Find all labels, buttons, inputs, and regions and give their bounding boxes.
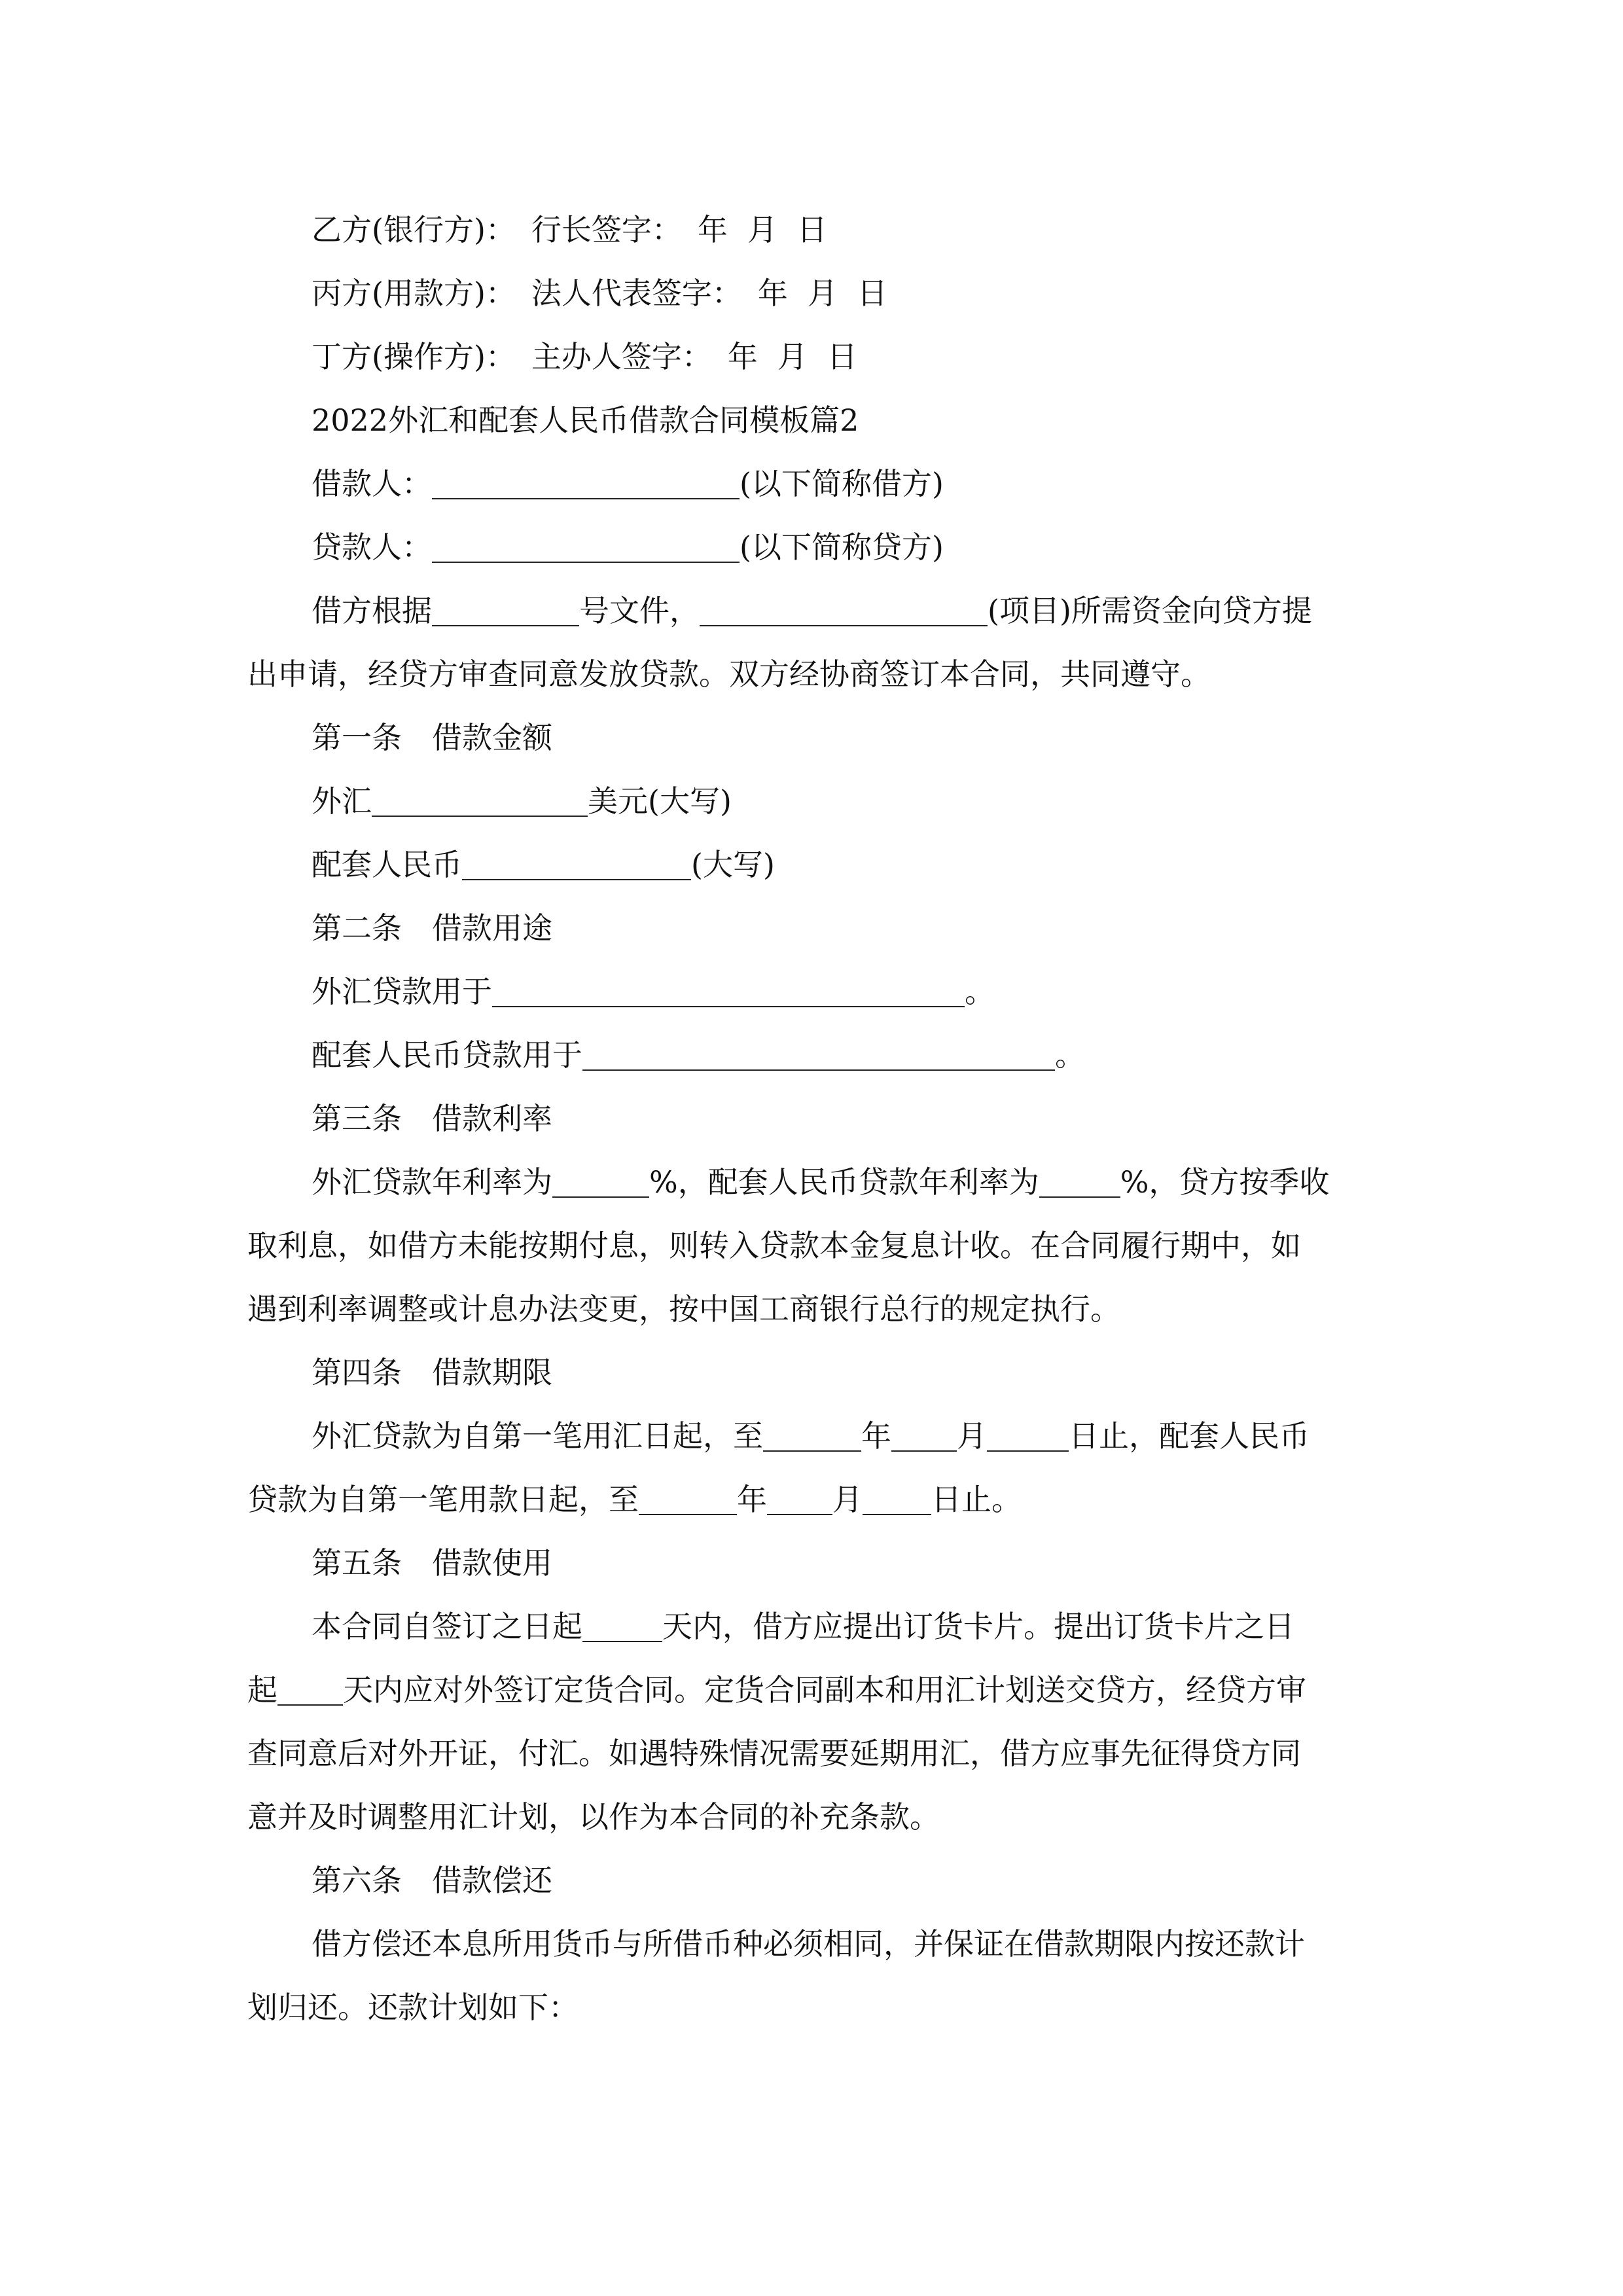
lender-suffix: (以下简称贷方) [740, 529, 944, 565]
rmb-purpose-blank [582, 1041, 1055, 1071]
rmb-day-blank [863, 1485, 931, 1515]
rmb-year-blank [639, 1485, 737, 1515]
term-text: 外汇贷款为自第一笔用汇日起，至 [312, 1418, 763, 1454]
party-label: 乙方(银行方)： [312, 212, 516, 247]
rmb-rate-blank [1039, 1168, 1120, 1198]
intro-text: 号文件， [579, 593, 700, 628]
fx-purpose-line [312, 974, 995, 1009]
term-text: 日止。 [931, 1482, 1022, 1517]
doc-number-blank [432, 596, 579, 626]
year-label: 年 [727, 339, 758, 374]
intro-text: (项目)所需资金向贷方提 [988, 593, 1312, 628]
borrower-suffix: (以下简称借方) [740, 466, 944, 501]
rate-text: 外汇贷款年利率为 [312, 1164, 552, 1200]
day-label: 日 [827, 339, 857, 374]
rmb-suffix: (大写) [691, 847, 775, 882]
borrower-line [312, 466, 944, 501]
use-text: 天内，借方应提出订货卡片。提出订货卡片之日 [662, 1609, 1294, 1644]
party-label: 丁方(操作方)： [312, 339, 516, 374]
article-3-heading: 第三条 借款利率 [312, 1101, 552, 1136]
year-label: 年 [757, 276, 788, 311]
signature-line-user [312, 276, 887, 311]
order-days-blank [582, 1612, 662, 1642]
month-label: 月 [957, 1418, 987, 1454]
lender-label: 贷款人： [312, 529, 432, 565]
year-label: 年 [697, 212, 728, 247]
fx-rate-blank [552, 1168, 649, 1198]
sign-label: 主办人签字： [531, 339, 712, 374]
contract-days-blank [277, 1676, 343, 1706]
term-line-2 [247, 1484, 1022, 1515]
fx-amount-line [312, 783, 732, 819]
use-line-2 [247, 1672, 1306, 1708]
day-label: 日 [796, 212, 827, 247]
rmb-month-blank [767, 1485, 832, 1515]
term-line-1 [312, 1418, 1310, 1454]
rate-line-3: 遇到利率调整或计息办法变更，按中国工商银行总行的规定执行。 [247, 1291, 1120, 1327]
borrower-blank [432, 469, 740, 499]
fx-amount-blank [372, 787, 588, 817]
period: 。 [965, 974, 995, 1009]
lender-blank [432, 533, 740, 563]
rmb-purpose-line [312, 1037, 1085, 1073]
month-label: 月 [777, 339, 808, 374]
rmb-label: 配套人民币 [312, 847, 462, 882]
use-text: 天内应对外签订定货合同。定货合同副本和用汇计划送交贷方，经贷方审 [343, 1672, 1306, 1708]
use-text: 起 [247, 1672, 277, 1708]
rmb-amount-blank [462, 850, 691, 880]
intro-line-1 [312, 593, 1312, 628]
fx-day-blank [987, 1422, 1069, 1452]
section-title: 2022外汇和配套人民币借款合同模板篇2 [312, 403, 859, 438]
fx-purpose-blank [492, 977, 965, 1007]
year-label: 年 [737, 1482, 767, 1517]
use-text: 本合同自签订之日起 [312, 1609, 582, 1644]
rate-line-1 [312, 1164, 1330, 1200]
article-6-heading: 第六条 借款偿还 [312, 1863, 552, 1898]
fx-purpose-label: 外汇贷款用于 [312, 974, 492, 1009]
use-line-4: 意并及时调整用汇计划，以作为本合同的补充条款。 [247, 1799, 940, 1835]
rate-text: %，贷方按季收 [1120, 1164, 1330, 1200]
rate-text: %，配套人民币贷款年利率为 [649, 1164, 1039, 1200]
period: 。 [1055, 1037, 1085, 1073]
party-label: 丙方(用款方)： [312, 276, 516, 311]
rate-line-2: 取利息，如借方未能按期付息，则转入贷款本金复息计收。在合同履行期中，如 [247, 1228, 1301, 1263]
repay-line-1: 借方偿还本息所用货币与所借币种必须相同，并保证在借款期限内按还款计 [312, 1926, 1305, 1962]
fx-month-blank [891, 1422, 957, 1452]
intro-line-2: 出申请，经贷方审查同意发放贷款。双方经协商签订本合同，共同遵守。 [247, 656, 1211, 692]
use-line-3: 查同意后对外开证，付汇。如遇特殊情况需要延期用汇，借方应事先征得贷方同 [247, 1736, 1301, 1771]
fx-year-blank [763, 1422, 861, 1452]
article-2-heading: 第二条 借款用途 [312, 910, 552, 946]
article-4-heading: 第四条 借款期限 [312, 1355, 552, 1390]
fx-label: 外汇 [312, 783, 372, 819]
term-text: 日止，配套人民币 [1069, 1418, 1310, 1454]
borrower-label: 借款人： [312, 466, 432, 501]
article-5-heading: 第五条 借款使用 [312, 1545, 552, 1581]
intro-text: 借方根据 [312, 593, 432, 628]
signature-line-bank [312, 212, 827, 247]
lender-line [312, 529, 944, 565]
year-label: 年 [861, 1418, 891, 1454]
project-blank [700, 596, 988, 626]
sign-label: 行长签字： [531, 212, 682, 247]
day-label: 日 [857, 276, 887, 311]
signature-line-operator [312, 339, 857, 374]
article-1-heading: 第一条 借款金额 [312, 720, 552, 755]
sign-label: 法人代表签字： [531, 276, 742, 311]
month-label: 月 [807, 276, 838, 311]
term-text: 贷款为自第一笔用款日起，至 [247, 1482, 639, 1517]
repay-line-2: 划归还。还款计划如下： [247, 1990, 579, 2025]
month-label: 月 [747, 212, 777, 247]
use-line-1 [312, 1611, 1294, 1642]
rmb-amount-line [312, 847, 775, 882]
rmb-purpose-label: 配套人民币贷款用于 [312, 1037, 582, 1073]
month-label: 月 [832, 1482, 863, 1517]
fx-suffix: 美元(大写) [588, 783, 732, 819]
